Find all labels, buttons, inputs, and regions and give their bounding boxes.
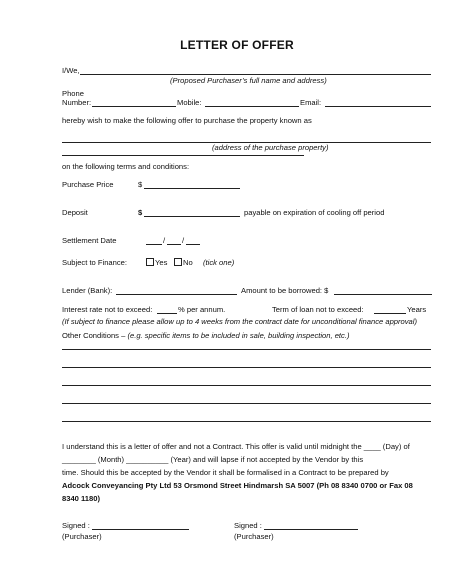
purchase-price-field[interactable]: [144, 188, 240, 189]
email-field[interactable]: [325, 106, 431, 107]
purchase-price-currency: $: [138, 180, 143, 189]
settlement-sep-2: /: [182, 236, 185, 245]
deposit-suffix: payable on expiration of cooling off period: [244, 208, 385, 217]
other-conditions-label: [62, 331, 349, 340]
settlement-label: Settlement Date: [62, 236, 117, 245]
tick-one-note: (tick one): [203, 258, 235, 267]
deposit-label: Deposit: [62, 208, 88, 217]
purchaser-caption: (Proposed Purchaser’s full name and address): [170, 76, 327, 85]
purchase-price-label: Purchase Price: [62, 180, 114, 189]
settlement-year-field[interactable]: [186, 244, 200, 245]
interest-pct: % per annum.: [178, 305, 226, 314]
phone-number-field[interactable]: [92, 106, 176, 107]
settlement-day-field[interactable]: [146, 244, 162, 245]
other-line-1[interactable]: [62, 349, 431, 350]
page-title: LETTER OF OFFER: [180, 38, 294, 52]
finance-label: Subject to Finance:: [62, 258, 128, 267]
amount-field[interactable]: [334, 294, 432, 295]
statement-line-2: ________ (Month) __________ (Year) and will lapse if not accepted by the Vendor by this: [62, 455, 364, 464]
iwe-label: I/We,: [62, 66, 80, 75]
finance-note: (If subject to finance please allow up to 4 weeks from the contract date for unconditional finance approval): [62, 317, 418, 326]
term-label: Term of loan not to exceed:: [272, 305, 364, 314]
lender-field[interactable]: [116, 294, 237, 295]
other-line-5[interactable]: [62, 421, 431, 422]
other-line-2[interactable]: [62, 367, 431, 368]
no-checkbox[interactable]: [174, 258, 182, 266]
number-label: Number:: [62, 98, 92, 107]
phone-label: Phone: [62, 89, 84, 98]
lender-label: Lender (Bank):: [62, 286, 113, 295]
property-address-field-2[interactable]: [62, 155, 304, 156]
other-label-text: Other Conditions –: [62, 331, 126, 340]
years-label: Years: [407, 305, 427, 314]
settlement-month-field[interactable]: [167, 244, 181, 245]
yes-checkbox[interactable]: [146, 258, 154, 266]
statement-line-3: time. Should this be accepted by the Vendor it shall be formalised in a Contract to be prepared by: [62, 468, 389, 477]
terms-text: on the following terms and conditions:: [62, 162, 190, 171]
email-label: Email:: [300, 98, 322, 107]
yes-label: Yes: [155, 258, 168, 267]
address-caption: (address of the purchase property): [212, 143, 329, 152]
signature-field-2[interactable]: [264, 529, 358, 530]
amount-label: Amount to be borrowed: $: [241, 286, 329, 295]
interest-label: Interest rate not to exceed:: [62, 305, 153, 314]
statement-line-1: I understand this is a letter of offer and not a Contract. This offer is valid until midnight the ____ (Day) of: [62, 442, 410, 451]
hereby-text: hereby wish to make the following offer to purchase the property known as: [62, 116, 312, 125]
no-label: No: [183, 258, 193, 267]
other-line-4[interactable]: [62, 403, 431, 404]
deposit-currency: $: [138, 208, 143, 217]
other-line-3[interactable]: [62, 385, 431, 386]
signature-field-1[interactable]: [92, 529, 189, 530]
purchaser-role-1: (Purchaser): [62, 532, 102, 541]
finance-no-option[interactable]: [174, 258, 193, 267]
interest-rate-field[interactable]: [157, 313, 177, 314]
other-note: (e.g. specific items to be included in sale, building inspection, etc.): [127, 331, 350, 340]
term-field[interactable]: [374, 313, 406, 314]
settlement-sep-1: /: [163, 236, 166, 245]
deposit-field[interactable]: [144, 216, 240, 217]
offer-statement: [62, 440, 432, 505]
mobile-field[interactable]: [205, 106, 299, 107]
finance-yes-option[interactable]: [146, 258, 167, 267]
purchaser-role-2: (Purchaser): [234, 532, 274, 541]
mobile-label: Mobile:: [177, 98, 202, 107]
statement-line-5: 8340 1180): [62, 494, 101, 503]
purchaser-name-field[interactable]: [80, 74, 431, 75]
signed-label-1: Signed :: [62, 521, 90, 530]
statement-line-4: Adcock Conveyancing Pty Ltd 53 Orsmond Street Hindmarsh SA 5007 (Ph 08 8340 0700 or Fax 08: [62, 481, 413, 490]
signed-label-2: Signed :: [234, 521, 262, 530]
